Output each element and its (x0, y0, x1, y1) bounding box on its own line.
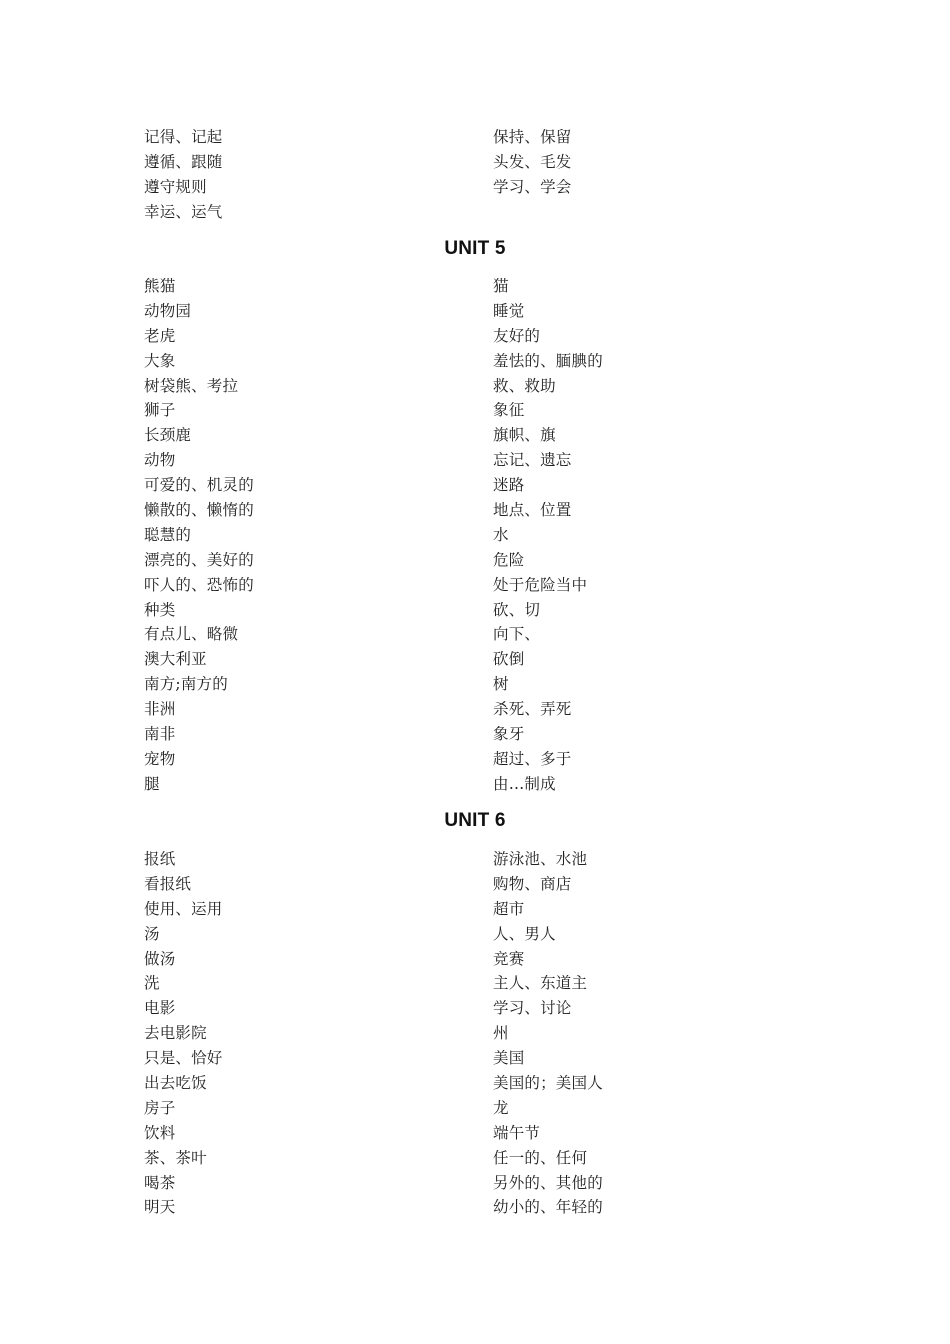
word-entry: 象征 (493, 401, 525, 420)
word-entry: 杀死、弄死 (493, 700, 572, 719)
unit-6-word-list (144, 847, 704, 1220)
word-entry: 南非 (144, 725, 176, 744)
word-entry: 幼小的、年轻的 (493, 1198, 603, 1217)
word-entry: 学习、学会 (493, 177, 572, 196)
word-entry: 记得、记起 (144, 128, 223, 146)
word-entry: 南方;南方的 (144, 675, 228, 694)
word-entry: 象牙 (493, 725, 525, 744)
word-entry: 树 (493, 675, 509, 694)
unit-5-word-list (144, 274, 704, 797)
word-entry: 迷路 (493, 476, 525, 495)
word-entry: 熊猫 (144, 277, 176, 295)
word-entry: 遵循、跟随 (144, 152, 223, 171)
word-entry: 可爱的、机灵的 (144, 476, 254, 495)
word-entry: 学习、讨论 (493, 999, 572, 1018)
word-entry: 砍倒 (493, 650, 525, 669)
unit-6-heading: UNIT 6 (444, 810, 506, 831)
word-entry: 出去吃饭 (144, 1074, 207, 1093)
word-entry: 房子 (144, 1098, 176, 1117)
word-entry: 懒散的、懒惰的 (144, 501, 254, 520)
word-entry: 只是、恰好 (144, 1049, 223, 1068)
word-entry: 吓人的、恐怖的 (144, 575, 254, 594)
word-entry: 澳大利亚 (144, 650, 207, 669)
word-entry: 洗 (144, 974, 160, 993)
word-entry: 砍、切 (493, 600, 541, 619)
word-entry: 漂亮的、美好的 (144, 550, 254, 569)
word-entry: 动物园 (144, 301, 192, 320)
word-entry: 汤 (144, 924, 160, 943)
word-entry: 超过、多于 (493, 749, 572, 768)
word-entry: 保持、保留 (493, 128, 572, 146)
word-entry: 龙 (493, 1098, 509, 1117)
word-entry: 州 (493, 1024, 509, 1043)
word-entry: 动物 (144, 451, 176, 470)
word-entry: 腿 (144, 774, 160, 793)
word-entry: 有点儿、略微 (144, 625, 239, 644)
word-entry: 电影 (144, 999, 176, 1018)
word-entry: 向下、 (493, 625, 541, 644)
word-entry: 聪慧的 (144, 525, 192, 544)
word-entry: 使用、运用 (144, 899, 223, 918)
word-entry: 宠物 (144, 749, 176, 768)
previous-unit-word-list (144, 125, 704, 225)
word-entry: 大象 (144, 351, 176, 370)
word-entry: 地点、位置 (493, 501, 572, 520)
word-entry: 由…制成 (493, 774, 556, 793)
word-entry: 端午节 (493, 1123, 541, 1142)
word-entry: 非洲 (144, 700, 176, 719)
word-entry: 任一的、任何 (493, 1148, 588, 1167)
word-entry: 睡觉 (493, 301, 525, 320)
word-entry: 水 (493, 525, 509, 544)
word-entry: 人、男人 (493, 924, 556, 943)
word-entry: 忘记、遗忘 (493, 451, 572, 470)
word-entry: 美国的；美国人 (493, 1074, 603, 1093)
word-entry: 遵守规则 (144, 177, 207, 196)
word-entry: 茶、茶叶 (144, 1148, 207, 1167)
word-entry: 竞赛 (493, 949, 525, 968)
word-entry: 猫 (493, 277, 509, 295)
word-entry: 超市 (493, 899, 525, 918)
word-entry: 游泳池、水池 (493, 850, 588, 868)
word-entry: 美国 (493, 1049, 525, 1068)
word-entry: 种类 (144, 600, 176, 619)
word-entry: 购物、商店 (493, 874, 572, 893)
empty-cell (493, 200, 704, 225)
word-entry: 处于危险当中 (493, 575, 588, 594)
word-entry: 做汤 (144, 949, 176, 968)
word-entry: 羞怯的、腼腆的 (493, 351, 603, 370)
word-entry: 饮料 (144, 1123, 176, 1142)
word-entry: 老虎 (144, 326, 176, 345)
word-entry: 危险 (493, 550, 525, 569)
word-entry: 友好的 (493, 326, 541, 345)
word-entry: 救、救助 (493, 376, 556, 395)
word-entry: 主人、东道主 (493, 974, 588, 993)
word-entry: 报纸 (144, 850, 176, 868)
word-entry: 树袋熊、考拉 (144, 376, 239, 395)
word-entry: 头发、毛发 (493, 152, 572, 171)
word-entry: 另外的、其他的 (493, 1173, 603, 1192)
word-entry: 幸运、运气 (144, 202, 223, 221)
word-entry: 喝茶 (144, 1173, 176, 1192)
word-entry: 看报纸 (144, 874, 192, 893)
word-entry: 明天 (144, 1198, 176, 1217)
word-entry: 去电影院 (144, 1024, 207, 1043)
word-entry: 长颈鹿 (144, 426, 192, 445)
word-entry: 旗帜、旗 (493, 426, 556, 445)
word-entry: 狮子 (144, 401, 176, 420)
unit-5-heading: UNIT 5 (444, 238, 506, 259)
